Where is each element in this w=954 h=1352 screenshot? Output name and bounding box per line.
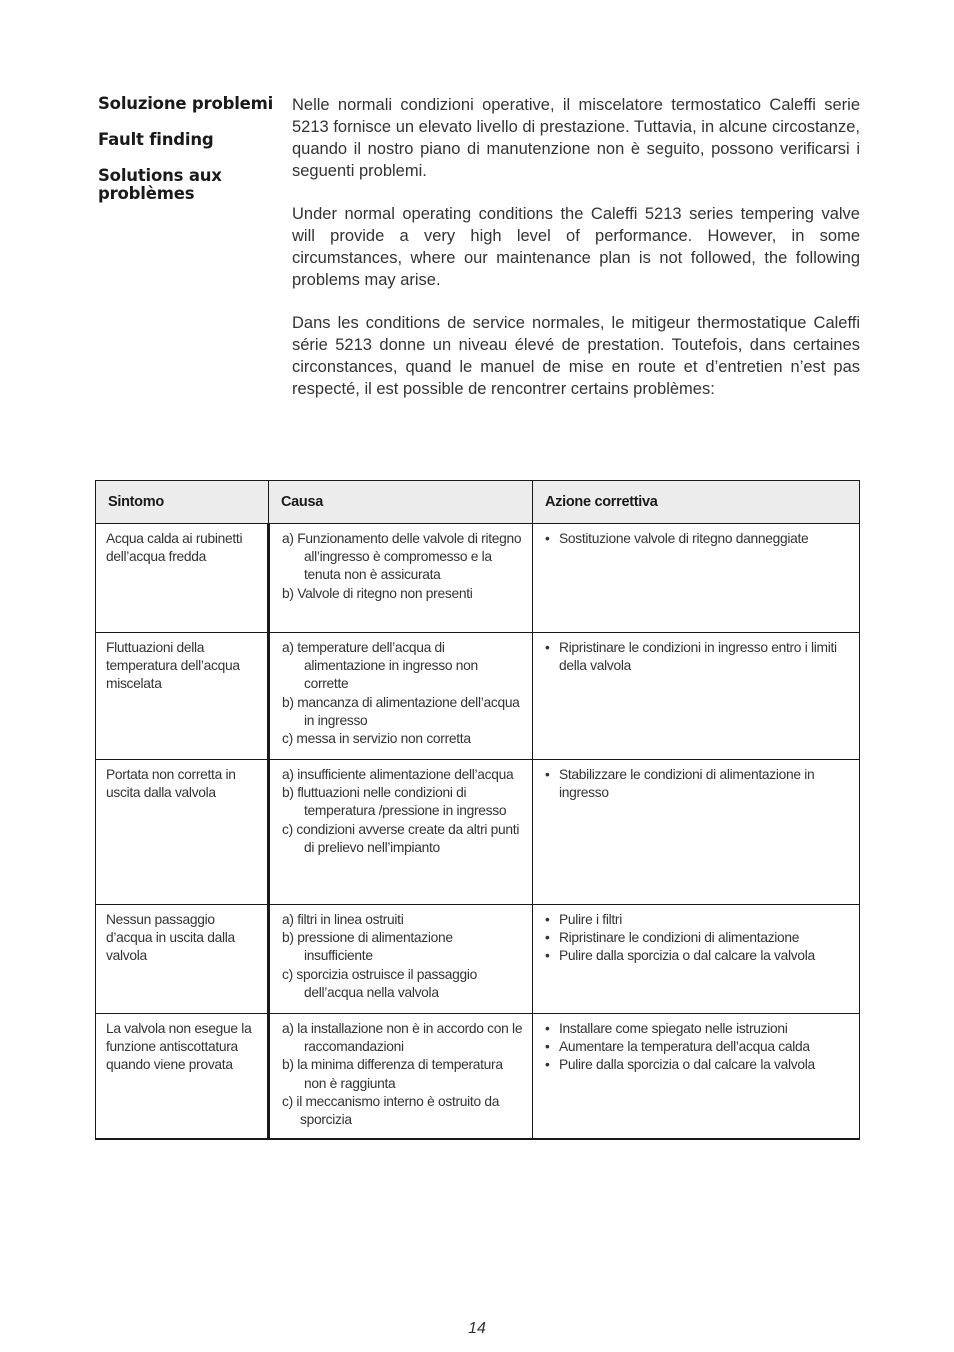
action-item: • Ripristinare le condizioni in ingresso entro i limiti della valvola (545, 639, 851, 675)
cause-cell (269, 1014, 533, 1139)
intro-text (292, 94, 860, 421)
table-row (96, 760, 860, 905)
action-cell (533, 760, 860, 905)
cause-cell (269, 524, 533, 633)
cause-item: a) temperature dell’acqua di alimentazione in ingresso non corrette (282, 640, 478, 692)
symptom-cell: Nessun passaggio d’acqua in uscita dalla valvola (96, 905, 269, 1014)
cause-item: c) il meccanismo interno è ostruito da sporcizia (282, 1093, 500, 1128)
action-item: • Aumentare la temperatura dell’acqua calda (545, 1038, 851, 1056)
table-row (96, 524, 860, 633)
heading-italian: Soluzione problemi (98, 94, 274, 113)
cause-item: b) Valvole di ritegno non presenti (282, 585, 473, 601)
heading-english: Fault finding (98, 130, 214, 149)
table-header-row (96, 481, 860, 524)
cause-item: b) pressione di alimentazione insufficiente (282, 930, 453, 964)
cause-item: b) mancanza di alimentazione dell’acqua in ingresso (282, 694, 520, 728)
header-symptom: Sintomo (96, 481, 269, 524)
header-cause: Causa (269, 481, 533, 524)
intro-paragraph-french: Dans les conditions de service normales, le mitigeur thermostatique Caleffi série 5213 donne un niveau élevé de prestation. Toutefois, dans certaines circonstances, quand le manuel de mise en route et d’entretien n’est pas respecté, il est possible de rencontrer certains problèmes: (292, 314, 860, 398)
cause-item: c) messa in servizio non corretta (282, 731, 471, 747)
header-action: Azione correttiva (533, 481, 860, 524)
intro-paragraph-italian: Nelle normali condizioni operative, il miscelatore termostatico Caleffi serie 5213 fornisce un elevato livello di prestazione. Tuttavia, in alcune circostanze, quando il nostro piano di manutenzione non è seguito, possono verificarsi i seguenti problemi. (292, 96, 860, 180)
action-item: • Pulire i filtri (545, 911, 851, 929)
page-number: 14 (468, 1320, 486, 1337)
action-cell (533, 905, 860, 1014)
symptom-cell: Portata non corretta in uscita dalla valvola (96, 760, 269, 905)
action-item: • Pulire dalla sporcizia o dal calcare la valvola (545, 947, 851, 965)
action-item: • Ripristinare le condizioni di alimentazione (545, 929, 851, 947)
action-item: • Stabilizzare le condizioni di alimentazione in ingresso (545, 766, 851, 802)
intro-paragraph-english: Under normal operating conditions the Caleffi 5213 series tempering valve will provide a very high level of performance. However, in some circumstances, where our maintenance plan is not followed, the following problems may arise. (292, 205, 860, 289)
cause-item: c) condizioni avverse create da altri punti di prelievo nell’impianto (282, 821, 520, 855)
action-item: • Installare come spiegato nelle istruzioni (545, 1020, 851, 1038)
fault-table (95, 480, 860, 1140)
cause-cell (269, 760, 533, 905)
cause-item: b) fluttuazioni nelle condizioni di temperatura /pressione in ingresso (282, 785, 507, 819)
table-row (96, 1014, 860, 1139)
cause-item: a) la installazione non è in accordo con le raccomandazioni (282, 1021, 523, 1055)
symptom-cell: La valvola non esegue la funzione antiscottatura quando viene provata (96, 1014, 269, 1139)
action-cell (533, 633, 860, 760)
cause-item: a) insufficiente alimentazione dell’acqua (282, 767, 514, 782)
action-item: • Sostituzione valvole di ritegno danneggiate (545, 530, 851, 548)
cause-item: c) sporcizia ostruisce il passaggio dell’acqua nella valvola (282, 966, 478, 1000)
symptom-cell: Fluttuazioni della temperatura dell’acqua miscelata (96, 633, 269, 760)
heading-french: Solutions aux problèmes (98, 166, 222, 203)
table-row (96, 633, 860, 760)
action-item: • Pulire dalla sporcizia o dal calcare la valvola (545, 1056, 851, 1074)
cause-item: a) Funzionamento delle valvole di ritegno all’ingresso è compromesso e la tenuta non è assicurata (282, 531, 522, 583)
action-cell (533, 524, 860, 633)
cause-cell (269, 633, 533, 760)
table-row (96, 905, 860, 1014)
symptom-cell: Acqua calda ai rubinetti dell’acqua fredda (96, 524, 269, 633)
cause-item: a) filtri in linea ostruiti (282, 912, 404, 927)
cause-item: b) la minima differenza di temperatura non è raggiunta (282, 1057, 503, 1091)
cause-cell (269, 905, 533, 1014)
section-headings (98, 95, 284, 203)
action-cell (533, 1014, 860, 1139)
